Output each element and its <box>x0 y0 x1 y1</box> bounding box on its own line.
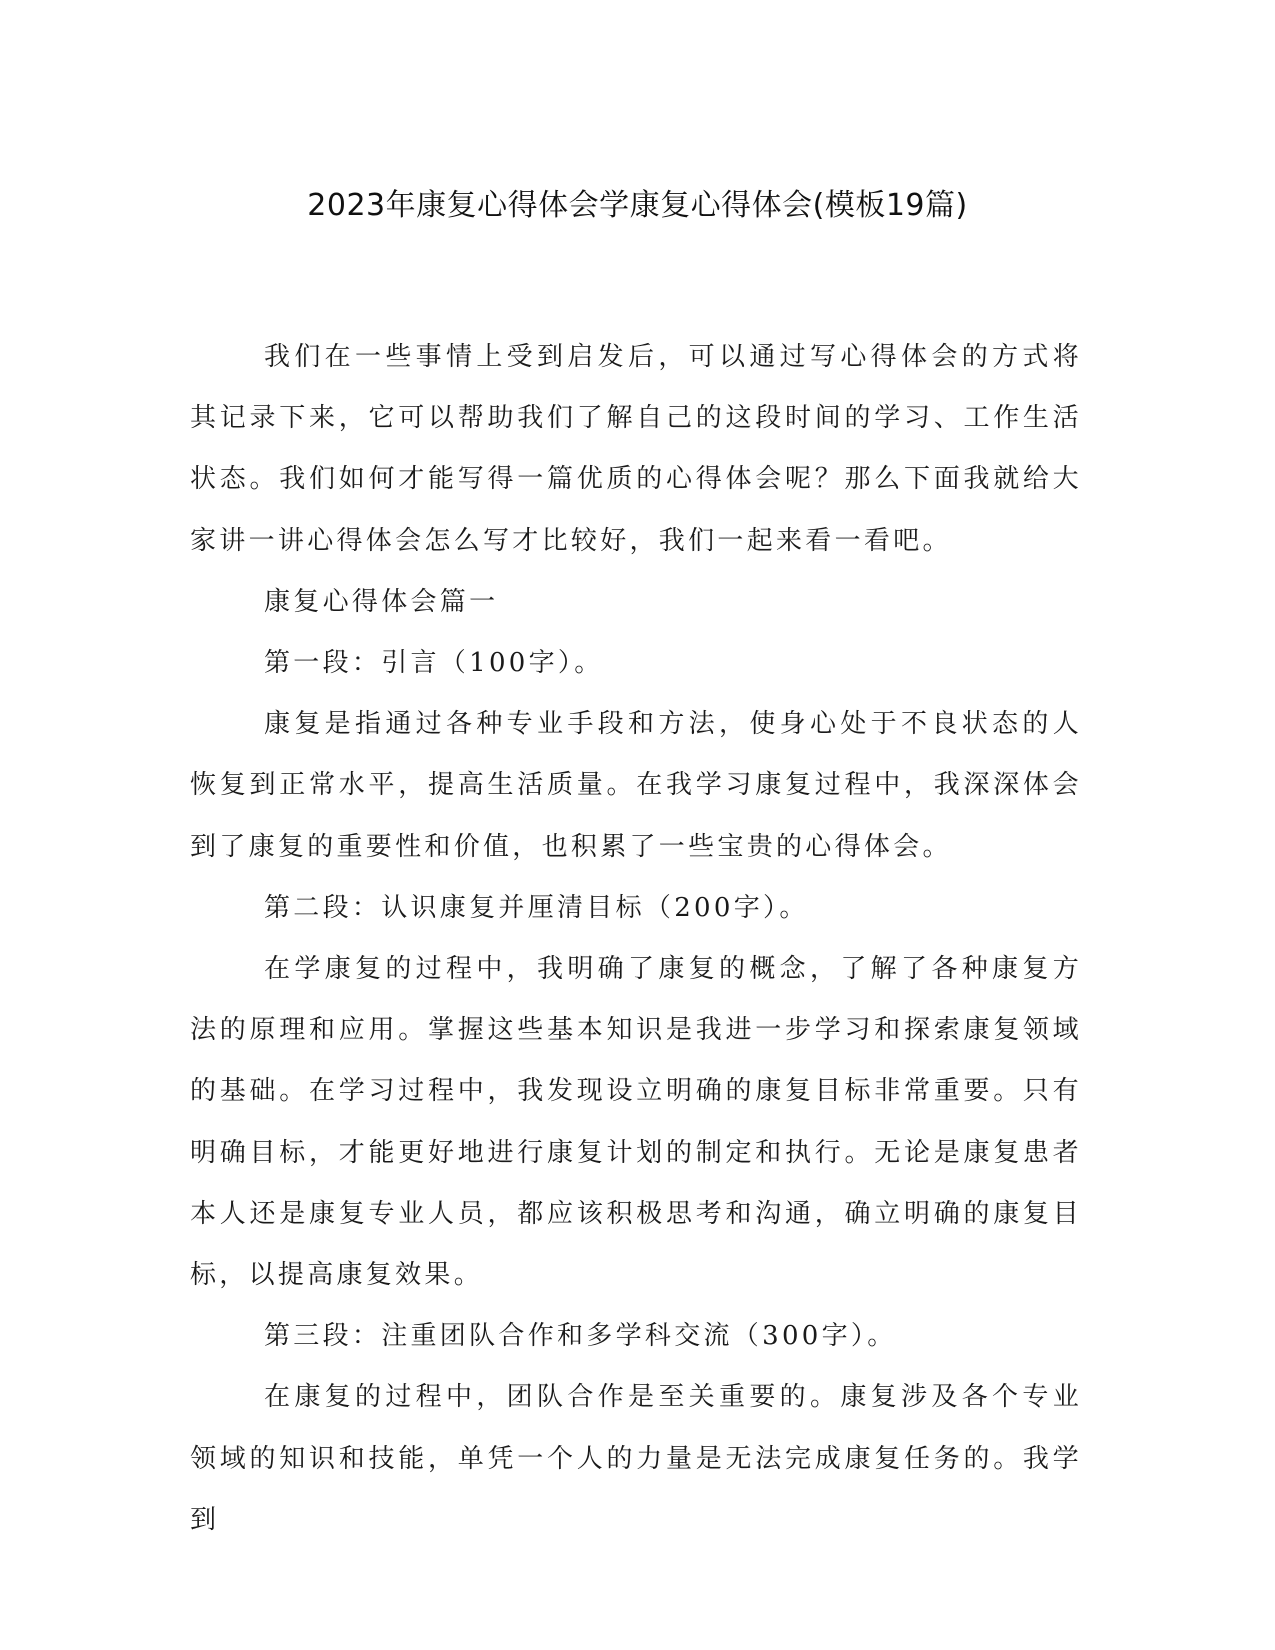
part3-paragraph: 在康复的过程中，团队合作是至关重要的。康复涉及各个专业领域的知识和技能，单凭一个人的力量是无法完成康复任务的。我学到 <box>190 1382 1082 1535</box>
part2-paragraph: 在学康复的过程中，我明确了康复的概念，了解了各种康复方法的原理和应用。掌握这些基本知识是我进一步学习和探索康复领域的基础。在学习过程中，我发现设立明确的康复目标非常重要。只有明确目标，才能更好地进行康复计划的制定和执行。无论是康复患者本人还是康复专业人员，都应该积极思考和沟通，确立明确的康复目标，以提高康复效果。 <box>190 954 1082 1291</box>
part2-heading: 第二段：认识康复并厘清目标（200字）。 <box>264 892 809 923</box>
section-title: 康复心得体会篇一 <box>264 586 499 617</box>
document-body <box>190 327 1082 1551</box>
document-title: 2023年康复心得体会学康复心得体会(模板19篇) <box>307 188 968 223</box>
part1-paragraph: 康复是指通过各种专业手段和方法，使身心处于不良状态的人恢复到正常水平，提高生活质量。在我学习康复过程中，我深深体会到了康复的重要性和价值，也积累了一些宝贵的心得体会。 <box>190 709 1082 862</box>
part1-heading: 第一段：引言（100字）。 <box>264 648 604 679</box>
intro-paragraph: 我们在一些事情上受到启发后，可以通过写心得体会的方式将其记录下来，它可以帮助我们了解自己的这段时间的学习、工作生活状态。我们如何才能写得一篇优质的心得体会呢？那么下面我就给大家讲一讲心得体会怎么写才比较好，我们一起来看一看吧。 <box>190 342 1082 556</box>
part3-heading: 第三段：注重团队合作和多学科交流（300字）。 <box>264 1321 897 1352</box>
